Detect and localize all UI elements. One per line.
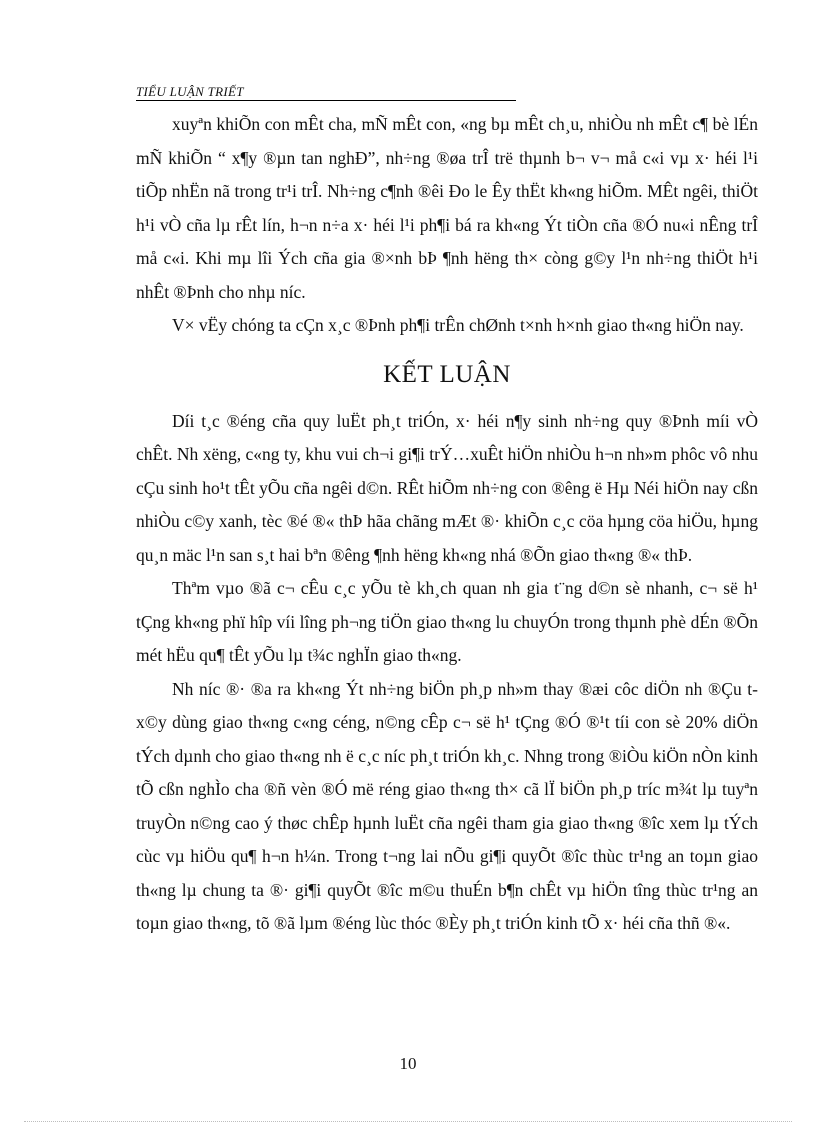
body-paragraph: Nh níc ®· ®a ra kh«ng Ýt nh÷ng biÖn ph¸p nh»m thay ®æi côc diÖn nh ®Çu t x©y dùng giao th«ng c«ng céng, n©ng cÊp c¬ së h¹ tÇng ®Ó ®¹t tíi con sè 20% diÖn tÝch dµnh cho giao th«ng nh ë c¸c níc ph¸t triÓn kh¸c. Nhng trong ®iÒu kiÖn nÒn kinh tÕ cßn nghÌo cha ®ñ vèn ®Ó më réng giao th«ng th× cã lÏ biÖn ph¸p tríc m¾t lµ tuyªn truyÒn n©ng cao ý thøc chÊp hµnh luËt cña ngêi tham gia giao th«ng ®îc xem lµ tÝch cùc vµ hiÖu qu¶ h¬n h¼n. Trong t¬ng lai nÕu gi¶i quyÕt ®îc thùc tr¹ng an toµn giao th«ng lµ chung ta ®· gi¶i quyÕt ®îc m©u thuÉn b¶n chÊt vµ hiÖn tîng thùc tr¹ng an toµn giao th«ng, tõ ®ã lµm ®éng lùc thóc ®Èy ph¸t triÓn kinh tÕ x· héi cña thñ ®«. — [136, 678, 758, 933]
running-header-title: TIỂU LUẬN TRIẾT — [136, 84, 516, 101]
document-body — [136, 108, 758, 941]
body-paragraph: xuyªn khiÕn con mÊt cha, mÑ mÊt con, «ng bµ mÊt ch¸u, nhiÒu nh mÊt c¶ bè lÉn mÑ khiÕn “ x¶y ®µn tan nghÐ”, nh÷ng ®øa trÎ trë thµnh b¬ v¬ må c«i vµ x· héi l¹i tiÕp nhËn nã trong tr¹i trÎ. Nh÷ng c¶nh ®êi Ðo le Êy thËt kh«ng hiÕm. MÊt ngêi, thiÖt h¹i vÒ cña lµ rÊt lín, h¬n n÷a x· héi l¹i ph¶i bá ra kh«ng Ýt tiÒn cña ®Ó nu«i nÊng trÎ må c«i. Khi mµ lîi Ých cña gia ®×nh bÞ ¶nh hëng th× còng g©y l¹n nh÷ng thiÖt h¹i nhÊt ®Þnh cho nhµ níc. — [136, 114, 758, 302]
body-paragraph: Díi t¸c ®éng cña quy luËt ph¸t triÓn, x· héi n¶y sinh nh÷ng quy ®Þnh míi vÒ chÊt. Nh xëng, c«ng ty, khu vui ch¬i gi¶i trÝ…xuÊt hiÖn nhiÒu h¬n nh»m phôc vô nhu cÇu sinh ho¹t tÊt yÕu cña ngêi d©n. RÊt hiÕm nh÷ng con ®êng ë Hµ Néi hiÖn nay cßn nhiÒu c©y xanh, tèc ®é ®« thÞ hãa chãng mÆt ®· khiÕn c¸c cöa hµng cöa hiÖu, hµng qu¸n mäc l¹n san s¸t hai bªn ®êng ¶nh hëng kh«ng nhá ®Õn giao th«ng ®« thÞ. — [136, 410, 758, 565]
section-heading: KẾT LUẬN — [383, 360, 511, 388]
page-bottom-divider — [24, 1121, 792, 1122]
body-paragraph: Thªm vµo ®ã c¬ cÊu c¸c yÕu tè kh¸ch quan nh gia t¨ng d©n sè nhanh, c¬ së h¹ tÇng kh«ng phï hîp víi lîng ph¬ng tiÖn giao th«ng lu chuyÓn trong thµnh phè dÉn ®Õn mét hËu qu¶ tÊt yÕu lµ t¾c nghÏn giao th«ng. — [136, 578, 758, 665]
page-number: 10 — [399, 1054, 417, 1073]
body-paragraph: V× vËy chóng ta cÇn x¸c ®Þnh ph¶i trÊn chØnh t×nh h×nh giao th«ng hiÖn nay. — [172, 315, 744, 335]
